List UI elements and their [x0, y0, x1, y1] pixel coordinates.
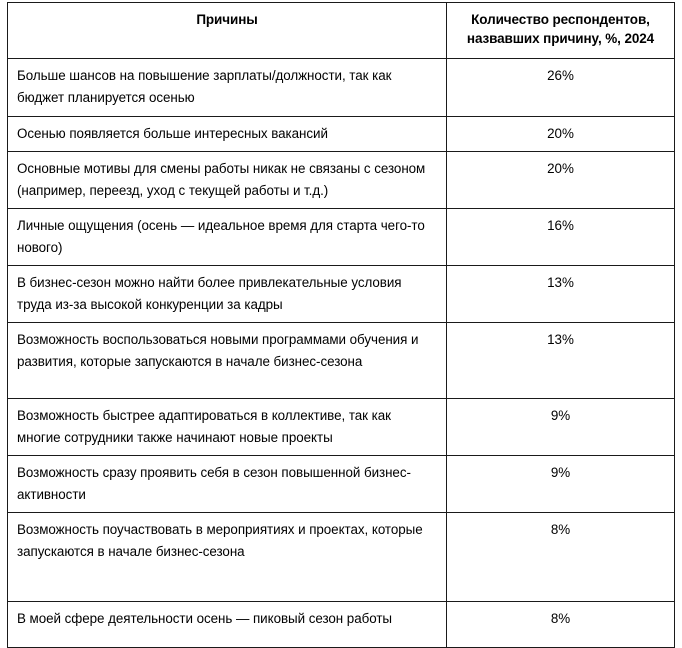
table-row [8, 513, 675, 602]
table-header [8, 3, 675, 59]
table-row [8, 209, 675, 266]
percent-value: 13% [547, 275, 574, 290]
percent-value: 8% [550, 522, 571, 537]
column-header-percent-line2: назвавших причину, %, 2024 [466, 31, 655, 46]
percent-cell [447, 117, 675, 152]
percent-cell [447, 59, 675, 117]
reason-cell [8, 209, 447, 266]
table-body [8, 59, 675, 648]
percent-cell [447, 209, 675, 266]
percent-value: 8% [550, 611, 571, 626]
percent-cell [447, 456, 675, 513]
percent-cell [447, 399, 675, 456]
reason-text: Возможность воспользоваться новыми программами обучения и развития, которые запускаются в начале бизнес-сезона [17, 332, 419, 369]
reason-text: Осенью появляется больше интересных вакансий [17, 126, 328, 141]
percent-cell [447, 323, 675, 399]
percent-value: 13% [547, 332, 574, 347]
reason-cell [8, 266, 447, 323]
survey-results-table [7, 2, 675, 648]
table-header-row [8, 3, 675, 59]
percent-cell [447, 266, 675, 323]
percent-value: 20% [547, 161, 574, 176]
reason-text: В моей сфере деятельности осень — пиковый сезон работы [17, 611, 392, 626]
percent-value: 9% [550, 465, 571, 480]
table-row [8, 266, 675, 323]
column-header-percent-label [447, 3, 674, 48]
table-row [8, 456, 675, 513]
reason-text: В бизнес-сезон можно найти более привлекательные условия труда из-за высокой конкуренции за кадры [17, 275, 402, 312]
column-header-reason [8, 3, 447, 59]
column-header-percent [447, 3, 675, 59]
reason-cell [8, 59, 447, 117]
percent-cell [447, 152, 675, 209]
reason-cell [8, 513, 447, 602]
percent-cell [447, 602, 675, 648]
reason-text: Возможность быстрее адаптироваться в коллективе, так как многие сотрудники также начинают новые проекты [17, 408, 391, 445]
reason-cell [8, 323, 447, 399]
table-row [8, 117, 675, 152]
reason-text: Возможность поучаствовать в мероприятиях и проектах, которые запускаются в начале бизнес-сезона [17, 522, 423, 559]
table-row [8, 602, 675, 648]
reason-text: Основные мотивы для смены работы никак не связаны с сезоном (например, переезд, уход с текущей работы и т.д.) [17, 161, 426, 198]
reason-cell [8, 152, 447, 209]
percent-cell [447, 513, 675, 602]
reason-text: Больше шансов на повышение зарплаты/должности, так как бюджет планируется осенью [17, 68, 392, 105]
reason-cell [8, 399, 447, 456]
reason-cell [8, 602, 447, 648]
table-row [8, 399, 675, 456]
percent-value: 20% [547, 126, 574, 141]
percent-value: 16% [547, 218, 574, 233]
reason-cell [8, 117, 447, 152]
table-row [8, 323, 675, 399]
reason-text: Возможность сразу проявить себя в сезон повышенной бизнес-активности [17, 465, 411, 502]
reason-cell [8, 456, 447, 513]
table-row [8, 59, 675, 117]
percent-value: 9% [550, 408, 571, 423]
reason-text: Личные ощущения (осень — идеальное время для старта чего-то нового) [17, 218, 425, 255]
table-row [8, 152, 675, 209]
column-header-reason-label: Причины [196, 12, 258, 27]
percent-value: 26% [547, 68, 574, 83]
column-header-percent-line1: Количество респондентов, [471, 12, 650, 27]
